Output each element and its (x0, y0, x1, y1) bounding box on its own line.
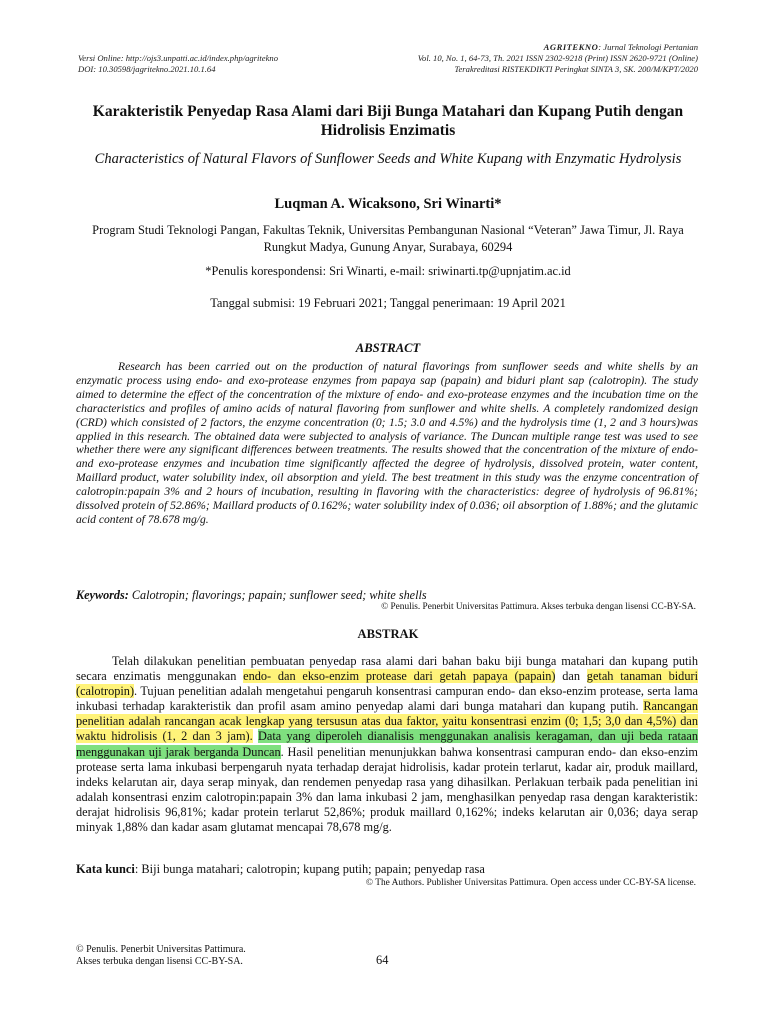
page-number: 64 (376, 953, 389, 967)
paper-title-english: Characteristics of Natural Flavors of Sunflower Seeds and White Kupang with Enzymatic Hydrolysis (94, 151, 682, 167)
highlight-yellow: Rancangan penelitian adalah rancangan acak lengkap yang tersusun atas dua faktor, yaitu konsentrasi enzim (0; 1,5; 3,0 dan 4,5%) dan waktu hidrolisis (1, 2 dan 3 jam). (76, 699, 698, 744)
journal-name: AGRITEKNO (543, 42, 599, 52)
abstrak-segment: dan (555, 669, 587, 684)
keywords-label: Keywords: (76, 588, 129, 602)
abstract-heading: ABSTRACT (355, 341, 421, 355)
footer-line: Akses terbuka dengan lisensi CC-BY-SA. (76, 956, 243, 967)
keywords (76, 588, 698, 603)
journal-name-line (78, 42, 698, 53)
abstract-text: Research has been carried out on the production of natural flavorings from sunflower seeds and white shells by an enzymatic process using endo- and exo-protease enzymes from papaya sap (papain) and biduri plant sap (calotropin). The study aimed to determine the effect of the concentration of the mixture of endo- and exo-protease enzymes and the incubation time on the characteristics and profiles of amino acids of natural flavoring from sunflower and white shells. A completely randomized design (CRD) which consisted of 2 factors, the enzyme concentration (0; 1.5; 3.0 and 4.5%) and the hydrolysis time (1, 2 and 3 hours)was applied in this research. The obtained data were subjected to analysis of variance. The Duncan multiple range test was used to see whether there were any significant differences between treatments. The results showed that the concentration of the mixture of endo- and exo-protease enzymes and incubation time significantly affected the degree of hydrolysis, dissolved protein, water content, Maillard product, water solubility index, oil absorption and yield. The best treatment in this study was the enzyme concentration of calotropin:papain 3% and 2 hours of incubation, resulting in flavoring with the characteristics: degree of hydrolysis of 96.81%; dissolved protein of 52.86%; Maillard products of 0.162%; water solubility index of 0.036; oil absorption of 1.88%; and the glutamic acid content of 78.678 mg/g. (76, 360, 698, 526)
authors: Luqman A. Wicaksono, Sri Winarti* (274, 196, 502, 212)
abstrak-segment: . Hasil penelitian menunjukkan bahwa konsentrasi campuran endo- dan ekso-enzim protease serta lama inkubasi berpengaruh nyata terhadap derajat hidrolisis, kadar protein terlarut, kadar air, produk maillard, indeks kelarutan air, daya serap minyak, dan rendemen penyedap rasa yang dihasilkan. Perlakuan terbaik pada penelitian ini adalah konsentrasi enzim calotropin:papain 3% dan lama inkubasi 2 jam, menghasilkan penyedap rasa dengan karakteristik: derajat hidrolisis 96,81%; kadar protein terlarut 52,86%; produk maillard 0,162%; indeks kelarutan air 0,036; daya serap minyak 1,88% dan kadar asam glutamat mencapai 78,678 mg/g. (76, 744, 698, 835)
page-footer (76, 944, 246, 968)
highlight-green: Data yang diperoleh dianalisis menggunakan analisis keragaman, dan uji beda rataan menggunakan uji jarak berganda Duncan (76, 729, 698, 759)
doi-link[interactable]: DOI: 10.30598/jagritekno.2021.10.1.64 (78, 64, 216, 74)
correspondence: *Penulis korespondensi: Sri Winarti, e-mail: sriwinarti.tp@upnjatim.ac.id (205, 264, 571, 278)
abstrak-heading: ABSTRAK (357, 627, 419, 641)
kata-kunci-label: Kata kunci (76, 862, 135, 876)
accreditation: Terakreditasi RISTEKDIKTI Peringkat SINTA 3, SK. 200/M/KPT/2020 (454, 64, 698, 74)
affiliation: Program Studi Teknologi Pangan, Fakultas Teknik, Universitas Pembangunan Nasional “Veteran” Jawa Timur, Jl. Raya Rungkut Madya, Gunung Anyar, Surabaya, 60294 (92, 223, 684, 254)
footer-line: © Penulis. Penerbit Universitas Pattimura. (76, 944, 246, 955)
highlight-yellow: getah tanaman biduri (calotropin) (76, 669, 698, 699)
online-version-link[interactable]: Versi Online: http://ojs3.unpatti.ac.id/index.php/agritekno (78, 53, 279, 63)
license-note-en: © The Authors. Publisher Universitas Pattimura. Open access under CC-BY-SA license. (365, 878, 696, 888)
submission-dates: Tanggal submisi: 19 Februari 2021; Tanggal penerimaan: 19 April 2021 (210, 296, 566, 310)
kata-kunci (76, 862, 698, 877)
highlight-yellow: endo- dan ekso-enzim protease dari getah papaya (papain) (243, 669, 556, 684)
kata-kunci-value: : Biji bunga matahari; calotropin; kupang putih; papain; penyedap rasa (134, 862, 485, 876)
abstrak-text (76, 654, 698, 835)
keywords-value: Calotropin; flavorings; papain; sunflower seed; white shells (128, 588, 427, 602)
license-note-id: © Penulis. Penerbit Universitas Pattimura. Akses terbuka dengan lisensi CC-BY-SA. (381, 602, 696, 612)
volume-issn: Vol. 10, No. 1, 64-73, Th. 2021 ISSN 2302-9218 (Print) ISSN 2620-9721 (Online) (417, 53, 698, 63)
paper-title: Karakteristik Penyedap Rasa Alami dari Biji Bunga Matahari dan Kupang Putih dengan Hidrolisis Enzimatis (92, 103, 684, 139)
journal-subtitle: : Jurnal Teknologi Pertanian (598, 42, 698, 52)
journal-header (78, 42, 698, 75)
abstrak-segment: . Tujuan penelitian adalah mengetahui pengaruh konsentrasi campuran endo- dan ekso-enzim protease, serta lama inkubasi terhadap karakteristik dan profil asam amino penyedap alami dari bunga matahari dan kupang putih. (76, 684, 698, 714)
abstrak-segment: Telah dilakukan penelitian pembuatan penyedap rasa alami dari bahan baku biji bunga matahari dan kupang putih secara enzimatis menggunakan (76, 654, 698, 684)
